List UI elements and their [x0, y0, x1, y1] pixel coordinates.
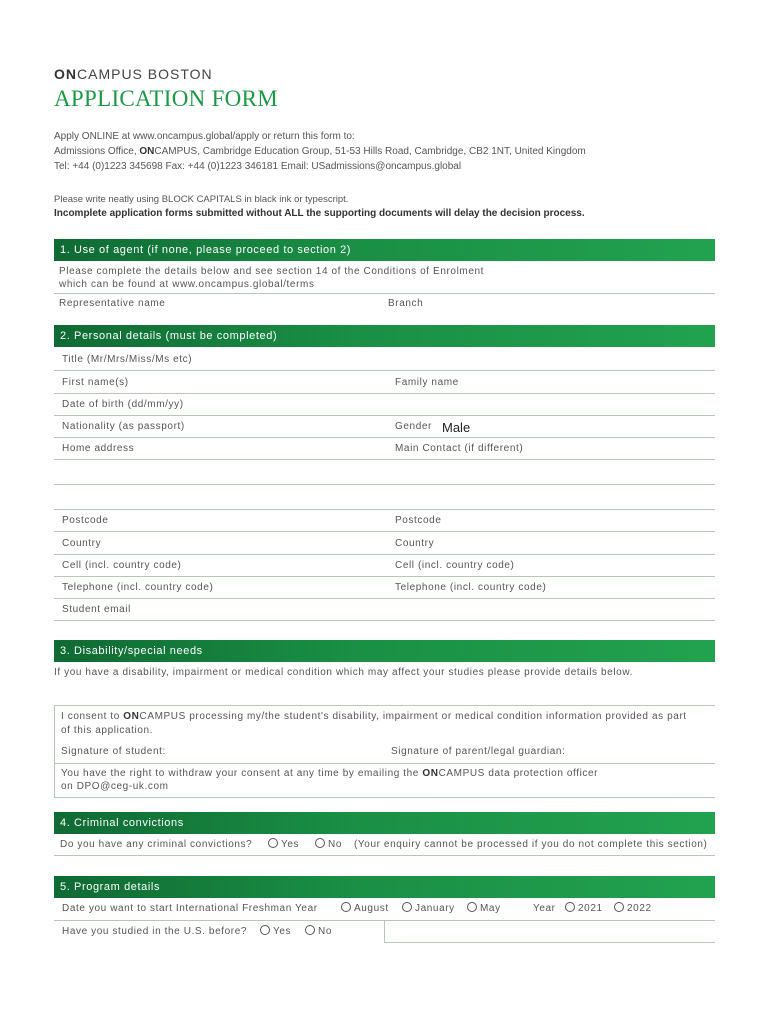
family-name-field[interactable]: Family name	[395, 377, 459, 388]
radio-icon[interactable]	[260, 925, 270, 935]
address-line-2: Admissions Office, ONCAMPUS, Cambridge Education Group, 51-53 Hills Road, Cambridge, CB2 1NT, United Kingdom	[54, 146, 586, 157]
divider	[54, 415, 715, 416]
studied-yes-option[interactable]: Yes	[260, 925, 291, 937]
nationality-field[interactable]: Nationality (as passport)	[62, 421, 185, 432]
first-names-field[interactable]: First name(s)	[62, 377, 129, 388]
divider-vertical	[384, 920, 385, 942]
criminal-yes-option[interactable]: Yes	[268, 838, 299, 850]
divider	[54, 598, 715, 599]
postcode-right-field[interactable]: Postcode	[395, 515, 442, 526]
divider-vertical	[54, 705, 55, 797]
country-left-field[interactable]: Country	[62, 538, 102, 549]
country-right-field[interactable]: Country	[395, 538, 435, 549]
divider	[54, 370, 715, 371]
dob-field[interactable]: Date of birth (dd/mm/yy)	[62, 399, 184, 410]
divider	[54, 531, 715, 532]
divider	[54, 705, 715, 706]
home-address-field[interactable]: Home address	[62, 443, 135, 454]
radio-icon[interactable]	[402, 902, 412, 912]
divider	[54, 797, 715, 798]
divider	[54, 437, 715, 438]
section4-heading: 4. Criminal convictions	[54, 812, 715, 834]
radio-icon[interactable]	[315, 838, 325, 848]
criminal-question: Do you have any criminal convictions?	[60, 839, 253, 850]
instructions: Please write neatly using BLOCK CAPITALS in black ink or typescript.	[54, 194, 349, 205]
year-2022-option[interactable]: 2022	[614, 902, 652, 914]
branch-field[interactable]: Branch	[388, 298, 424, 309]
section2-heading: 2. Personal details (must be completed)	[54, 325, 715, 347]
criminal-no-option[interactable]: No	[315, 838, 342, 850]
gender-label: Gender	[395, 421, 432, 432]
divider	[384, 942, 715, 943]
brand-logo: ONCAMPUS BOSTON	[54, 66, 213, 82]
studied-question: Have you studied in the U.S. before?	[62, 926, 248, 937]
section5-heading: 5. Program details	[54, 876, 715, 898]
radio-icon[interactable]	[305, 925, 315, 935]
representative-name-field[interactable]: Representative name	[59, 298, 166, 309]
criminal-note: (Your enquiry cannot be processed if you do not complete this section)	[354, 839, 708, 850]
telephone-right-field[interactable]: Telephone (incl. country code)	[395, 582, 547, 593]
divider	[54, 459, 715, 460]
section3-heading: 3. Disability/special needs	[54, 640, 715, 662]
divider	[54, 484, 715, 485]
withdraw-line-1: You have the right to withdraw your consent at any time by emailing the ONCAMPUS data protection officer	[61, 768, 599, 779]
consent-line-2: of this application.	[61, 725, 154, 736]
page-title: APPLICATION FORM	[54, 86, 278, 111]
telephone-left-field[interactable]: Telephone (incl. country code)	[62, 582, 214, 593]
address-line-3: Tel: +44 (0)1223 345698 Fax: +44 (0)1223 346181 Email: USadmissions@oncampus.global	[54, 161, 462, 172]
divider	[54, 393, 715, 394]
radio-icon[interactable]	[467, 902, 477, 912]
divider	[54, 554, 715, 555]
august-option[interactable]: August	[341, 902, 389, 914]
divider	[54, 293, 715, 294]
year-2021-option[interactable]: 2021	[565, 902, 603, 914]
divider	[54, 509, 715, 510]
divider	[54, 855, 715, 856]
section1-heading: 1. Use of agent (if none, please proceed to section 2)	[54, 239, 715, 261]
disability-intro: If you have a disability, impairment or medical condition which may affect your studies please provide details below.	[54, 667, 633, 678]
withdraw-line-2: on DPO@ceg-uk.com	[61, 781, 169, 792]
warning: Incomplete application forms submitted without ALL the supporting documents will delay the decision process.	[54, 208, 585, 219]
year-label: Year	[533, 903, 556, 914]
may-option[interactable]: May	[467, 902, 501, 914]
divider	[54, 763, 715, 764]
divider	[54, 620, 715, 621]
signature-parent-field[interactable]: Signature of parent/legal guardian:	[391, 746, 566, 757]
divider	[54, 576, 715, 577]
gender-value[interactable]: Male	[442, 420, 471, 435]
radio-icon[interactable]	[268, 838, 278, 848]
start-date-question: Date you want to start International Freshman Year	[62, 903, 318, 914]
cell-right-field[interactable]: Cell (incl. country code)	[395, 560, 515, 571]
address-line-1: Apply ONLINE at www.oncampus.global/apply or return this form to:	[54, 131, 355, 142]
radio-icon[interactable]	[565, 902, 575, 912]
studied-no-option[interactable]: No	[305, 925, 332, 937]
signature-student-field[interactable]: Signature of student:	[61, 746, 166, 757]
title-field[interactable]: Title (Mr/Mrs/Miss/Ms etc)	[62, 354, 193, 365]
radio-icon[interactable]	[614, 902, 624, 912]
student-email-field[interactable]: Student email	[62, 604, 131, 615]
section1-text-2: which can be found at www.oncampus.global/terms	[59, 279, 315, 290]
section1-text-1: Please complete the details below and see section 14 of the Conditions of Enrolment	[59, 266, 485, 277]
cell-left-field[interactable]: Cell (incl. country code)	[62, 560, 182, 571]
postcode-left-field[interactable]: Postcode	[62, 515, 109, 526]
january-option[interactable]: January	[402, 902, 455, 914]
radio-icon[interactable]	[341, 902, 351, 912]
consent-line-1: I consent to ONCAMPUS processing my/the student's disability, impairment or medical condition information provided as part	[61, 711, 687, 722]
main-contact-field[interactable]: Main Contact (if different)	[395, 443, 524, 454]
